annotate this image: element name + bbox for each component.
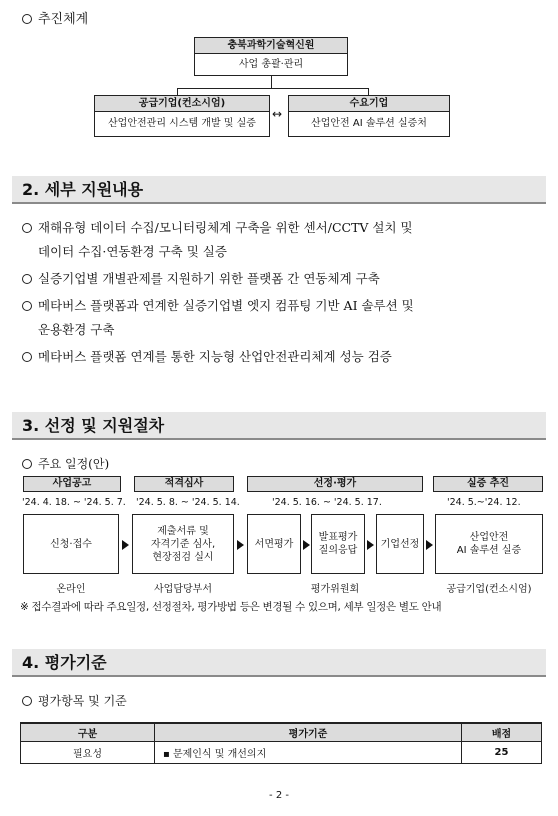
- schedule-note: ※ 접수결과에 따라 주요일정, 선정절차, 평가방법 등은 변경될 수 있으며, 세부 일정은 별도 안내: [20, 601, 442, 613]
- stage-head-screening: 적격심사: [134, 476, 234, 492]
- org-left-title: 공급기업(컨소시엄): [95, 96, 269, 112]
- section1-heading: 추진체계: [22, 8, 88, 27]
- section2-item-1: 재해유형 데이터 수집/모니터링체계 구축을 위한 센서/CCTV 설치 및: [22, 216, 413, 240]
- stage-date-evaluation: '24. 5. 16. ~ '24. 5. 17.: [272, 497, 382, 508]
- org-connector-right: [368, 88, 369, 95]
- col-header-score: 배점: [462, 723, 542, 741]
- org-right-box: [288, 95, 450, 137]
- stage-date-announce: '24. 4. 18. ~ '24. 5. 7.: [22, 497, 126, 508]
- owner-committee: 평가위원회: [310, 584, 360, 595]
- org-right-body: 산업안전 AI 솔루션 실증처: [311, 118, 427, 129]
- org-top-title: 충북과학기술혁신원: [195, 38, 347, 54]
- step-ai-demonstration: 산업안전 AI 솔루션 실증: [435, 514, 543, 574]
- stage-head-demonstration: 실증 추진: [433, 476, 543, 492]
- step-document-review: 서면평가: [247, 514, 301, 574]
- org-left-box: [94, 95, 270, 137]
- org-right-title: 수요기업: [289, 96, 449, 112]
- schedule-heading: 주요 일정(안): [22, 455, 109, 472]
- circle-bullet-icon: [22, 696, 32, 706]
- org-left-body: 산업안전관리 시스템 개발 및 실증: [108, 118, 256, 129]
- circle-bullet-icon: [22, 14, 32, 24]
- owner-online: 온라인: [56, 584, 86, 595]
- org-top-box: [194, 37, 348, 76]
- arrow-right-icon: [303, 540, 310, 550]
- arrow-right-icon: [367, 540, 374, 550]
- table-row: [21, 741, 542, 763]
- criteria-table: [20, 722, 542, 764]
- org-connector-vertical: [271, 76, 272, 88]
- arrow-right-icon: [122, 540, 129, 550]
- section2-title: 2. 세부 지원내용: [12, 176, 546, 204]
- circle-bullet-icon: [22, 274, 32, 284]
- section4-title: 4. 평가기준: [12, 649, 546, 677]
- org-link-arrow: ↔: [272, 107, 283, 121]
- step-screening: 제출서류 및 자격기준 심사, 현장점검 실시: [132, 514, 234, 574]
- step-selection: 기업선정: [376, 514, 424, 574]
- stage-head-announce: 사업공고: [23, 476, 121, 492]
- section2-item-2: 실증기업별 개별관제를 지원하기 위한 플랫폼 간 연동체계 구축: [22, 267, 380, 291]
- section2-item-1-cont: 데이터 수집·연동환경 구축 및 실증: [38, 244, 227, 259]
- circle-bullet-icon: [22, 301, 32, 311]
- section2-item-4: 메타버스 플랫폼 연계를 통한 지능형 산업안전관리체계 성능 검증: [22, 345, 392, 369]
- page-number: - 2 -: [269, 790, 289, 801]
- col-header-criteria: 평가기준: [155, 723, 462, 741]
- stage-date-screening: '24. 5. 8. ~ '24. 5. 14.: [136, 497, 240, 508]
- cell-criteria: ▪ 문제인식 및 개선의지: [155, 741, 462, 763]
- section2-item-3: 메타버스 플랫폼과 연계한 실증기업별 엣지 컴퓨팅 기반 AI 솔루션 및: [22, 294, 414, 318]
- cell-score: 25: [462, 741, 542, 763]
- cell-category: 필요성: [21, 741, 155, 763]
- section2-item-3-cont: 운용환경 구축: [38, 322, 115, 337]
- owner-department: 사업담당부서: [154, 584, 212, 595]
- stage-head-evaluation: 선정·평가: [247, 476, 423, 492]
- stage-date-demonstration: '24. 5.~'24. 12.: [447, 497, 521, 508]
- org-connector-left: [177, 88, 178, 95]
- col-header-category: 구분: [21, 723, 155, 741]
- circle-bullet-icon: [22, 352, 32, 362]
- org-top-body: 사업 총괄·관리: [238, 59, 304, 70]
- owner-consortium: 공급기업(컨소시엄): [446, 584, 532, 595]
- section3-title: 3. 선정 및 지원절차: [12, 412, 546, 440]
- table-header-row: [21, 723, 542, 741]
- arrow-right-icon: [426, 540, 433, 550]
- org-connector-horizontal: [177, 88, 368, 89]
- circle-bullet-icon: [22, 459, 32, 469]
- circle-bullet-icon: [22, 223, 32, 233]
- step-apply: 신청·접수: [23, 514, 119, 574]
- criteria-heading: 평가항목 및 기준: [22, 692, 127, 709]
- arrow-right-icon: [237, 540, 244, 550]
- step-presentation: 발표평가 질의응답: [311, 514, 365, 574]
